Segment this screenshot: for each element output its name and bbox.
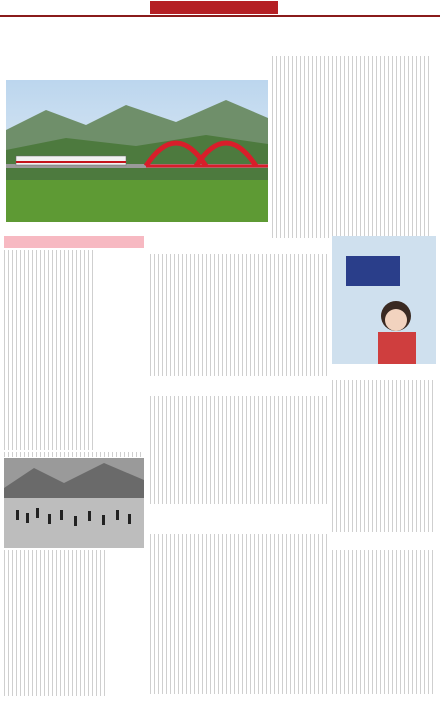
teacher-chang-body <box>150 534 328 694</box>
blood-donation-photo <box>332 236 436 364</box>
hpv-body <box>332 550 436 694</box>
guishan-body <box>4 550 108 696</box>
masthead <box>150 1 278 14</box>
lead-body-text <box>272 56 432 238</box>
kicker-banner <box>4 236 144 248</box>
blood-donation-body <box>332 380 436 532</box>
evergreen-body-text <box>4 250 96 450</box>
header-rule <box>0 15 440 17</box>
mainland-students-body <box>150 254 328 376</box>
train-bridge-photo <box>6 80 268 222</box>
gmo-food-body <box>150 396 328 504</box>
school-photo <box>4 458 144 548</box>
